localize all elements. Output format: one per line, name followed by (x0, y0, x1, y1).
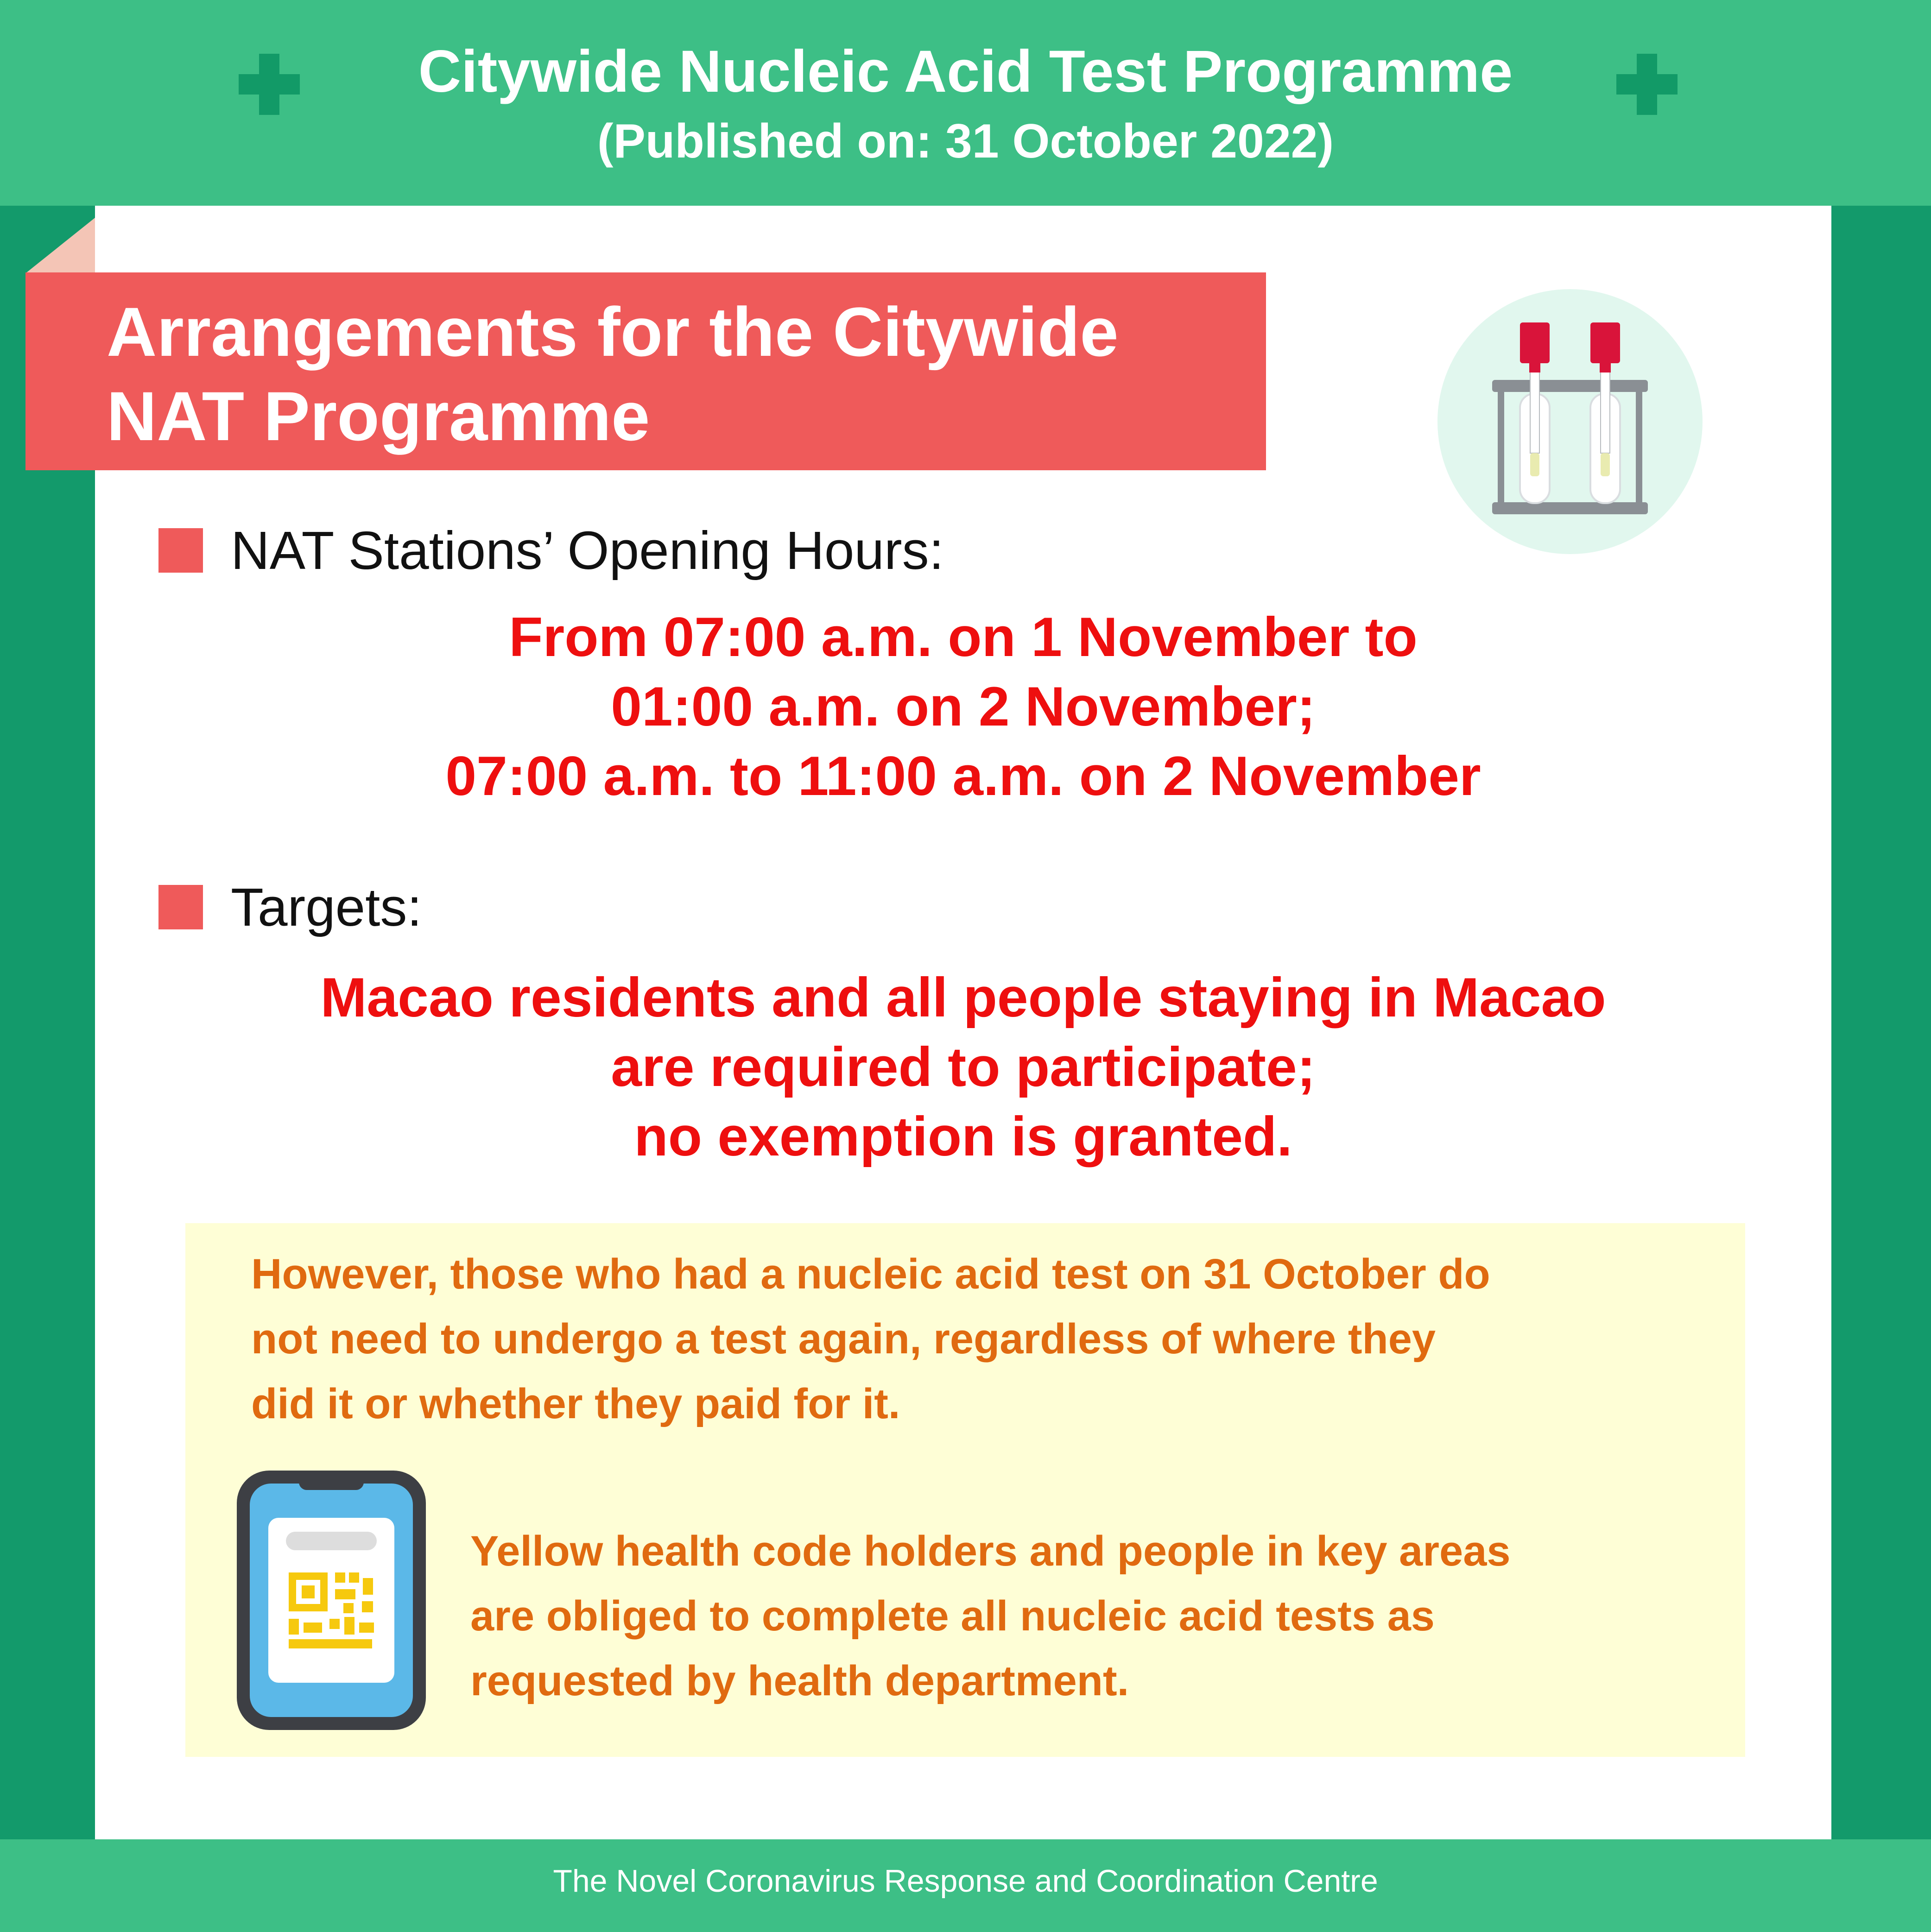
exemption-note-line1: However, those who had a nucleic acid test on 31 October do (251, 1250, 1490, 1298)
yellow-code-note (470, 1519, 1722, 1713)
opening-hours-line1: From 07:00 a.m. on 1 November to (509, 606, 1418, 668)
opening-hours-label: NAT Stations’ Opening Hours: (231, 520, 944, 581)
targets-line2: are required to participate; (611, 1036, 1316, 1098)
opening-hours-line3: 07:00 a.m. to 11:00 a.m. on 2 November (445, 745, 1481, 807)
exemption-note-line2: not need to undergo a test again, regardless of where they (251, 1315, 1436, 1363)
phone-health-code-icon (234, 1468, 429, 1733)
yellow-code-note-line3: requested by health department. (470, 1657, 1129, 1705)
section-title-line1: Arrangements for the Citywide (107, 293, 1119, 371)
opening-hours-value (95, 602, 1831, 811)
bullet-opening-hours (158, 528, 203, 573)
paper-fold-corner (25, 218, 95, 273)
page-title: Citywide Nucleic Acid Test Programme (418, 38, 1513, 105)
targets-value (95, 963, 1831, 1171)
exemption-note-line3: did it or whether they paid for it. (251, 1380, 900, 1427)
targets-line3: no exemption is granted. (634, 1105, 1292, 1168)
targets-label: Targets: (231, 877, 422, 937)
bullet-targets (158, 885, 203, 929)
section-title-line2: NAT Programme (107, 377, 650, 455)
opening-hours-line2: 01:00 a.m. on 2 November; (611, 676, 1316, 738)
section-title (107, 290, 1242, 458)
publish-date: (Published on: 31 October 2022) (597, 114, 1334, 168)
yellow-code-note-line2: are obliged to complete all nucleic acid tests as (470, 1592, 1435, 1640)
targets-line1: Macao residents and all people staying in Macao (320, 966, 1606, 1029)
exemption-note (251, 1242, 1725, 1436)
test-tubes-icon (1437, 289, 1703, 554)
footer-organization: The Novel Coronavirus Response and Coordination Centre (553, 1863, 1378, 1899)
yellow-code-note-line1: Yellow health code holders and people in key areas (470, 1528, 1511, 1575)
